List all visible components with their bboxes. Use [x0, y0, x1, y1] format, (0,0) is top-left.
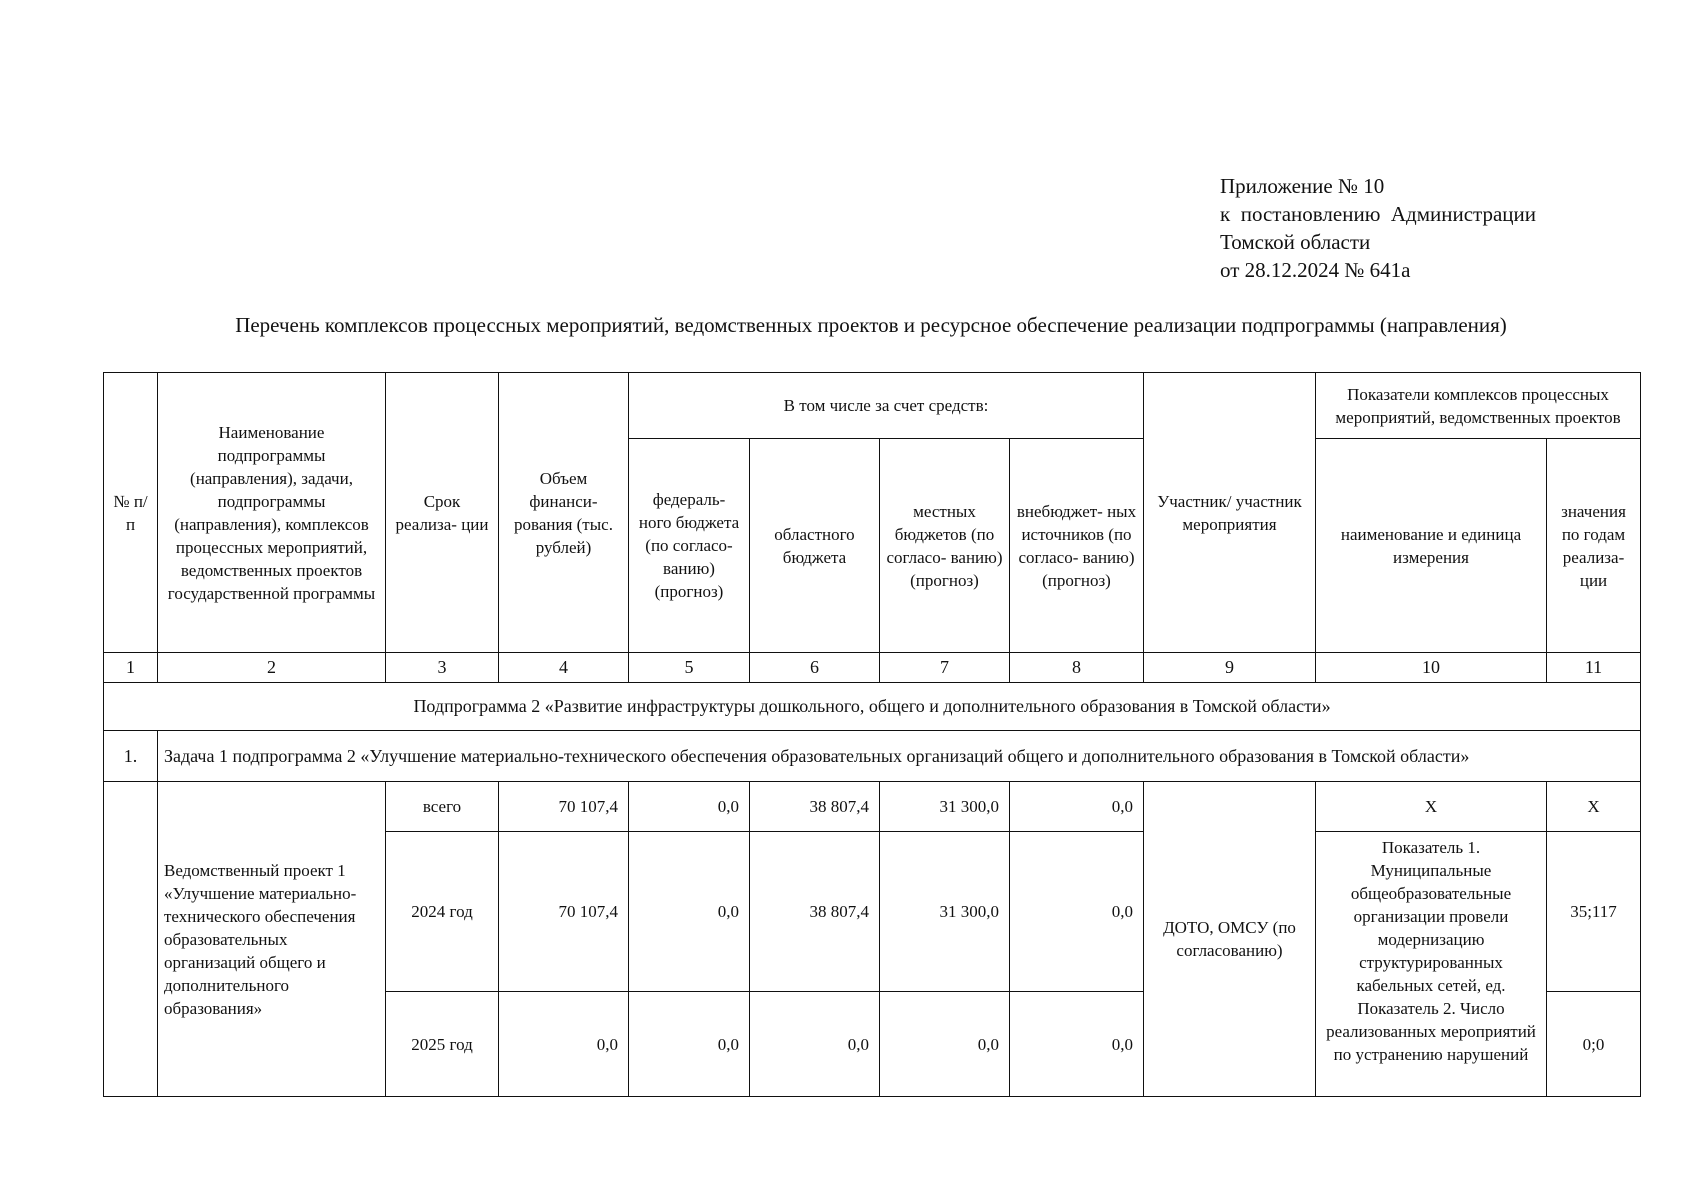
term-cell: 2024 год — [386, 832, 499, 992]
indicator-values-cell: Х — [1547, 782, 1641, 832]
volume-cell: 0,0 — [499, 992, 629, 1097]
column-number: 2 — [158, 653, 386, 683]
column-number: 5 — [629, 653, 750, 683]
header-regional: областного бюджета — [750, 439, 880, 653]
indicator-values-cell: 35;117 — [1547, 832, 1641, 992]
header-name: Наименование подпрограммы (направления), задачи, подпрограммы (направления), комплексов процессных мероприятий, ведомственных проектов государственной программы — [158, 373, 386, 653]
column-number: 8 — [1010, 653, 1144, 683]
header-federal: федераль- ного бюджета (по согласо- ванию) (прогноз) — [629, 439, 750, 653]
regional-cell: 0,0 — [750, 992, 880, 1097]
appendix-line: к постановлению Администрации — [1220, 202, 1537, 226]
appendix-block — [1220, 172, 1536, 284]
term-cell: всего — [386, 782, 499, 832]
local-cell: 31 300,0 — [880, 832, 1010, 992]
header-extra: внебюджет- ных источников (по согласо- ванию) (прогноз) — [1010, 439, 1144, 653]
regional-cell: 38 807,4 — [750, 832, 880, 992]
appendix-line: Томской области — [1220, 230, 1371, 254]
header-term: Срок реализа- ции — [386, 373, 499, 653]
header-num: № п/п — [104, 373, 158, 653]
header-local: местных бюджетов (по согласо- ванию) (прогноз) — [880, 439, 1010, 653]
appendix-line: Приложение № 10 — [1220, 174, 1385, 198]
task-text: Задача 1 подпрограмма 2 «Улучшение материально-технического обеспечения образовательных организаций общего и дополнительного образования в Томской области» — [158, 731, 1641, 782]
extra-cell: 0,0 — [1010, 832, 1144, 992]
header-volume: Объем финанси- рования (тыс. рублей) — [499, 373, 629, 653]
column-number: 9 — [1144, 653, 1316, 683]
header-indicator-values: значения по годам реализа- ции — [1547, 439, 1641, 653]
indicator-values-cell: 0;0 — [1547, 992, 1641, 1097]
indicator-text: Показатель 1. Муниципальные общеобразовательные организации провели модернизацию структурированных кабельных сетей, ед. Показатель 2. Число реализованных мероприятий по устранению нарушений — [1316, 832, 1547, 1097]
federal-cell: 0,0 — [629, 782, 750, 832]
term-cell: 2025 год — [386, 992, 499, 1097]
header-indicators: Показатели комплексов процессных мероприятий, ведомственных проектов — [1316, 373, 1641, 439]
regional-cell: 38 807,4 — [750, 782, 880, 832]
header-including: В том числе за счет средств: — [629, 373, 1144, 439]
participant-cell: ДОТО, ОМСУ (по согласованию) — [1144, 782, 1316, 1097]
column-number: 11 — [1547, 653, 1641, 683]
project-name: Ведомственный проект 1 «Улучшение материально-технического обеспечения образовательных организаций общего и дополнительного образования» — [158, 782, 386, 1097]
resource-table — [103, 372, 1641, 1097]
column-number: 6 — [750, 653, 880, 683]
local-cell: 31 300,0 — [880, 782, 1010, 832]
extra-cell: 0,0 — [1010, 992, 1144, 1097]
subprogram-row: Подпрограмма 2 «Развитие инфраструктуры дошкольного, общего и дополнительного образования в Томской области» — [104, 683, 1641, 731]
volume-cell: 70 107,4 — [499, 782, 629, 832]
header-indicator-name: наименование и единица измерения — [1316, 439, 1547, 653]
column-number: 3 — [386, 653, 499, 683]
empty-num-cell — [104, 782, 158, 1097]
federal-cell: 0,0 — [629, 992, 750, 1097]
column-number: 10 — [1316, 653, 1547, 683]
indicator-name-cell: Х — [1316, 782, 1547, 832]
task-num: 1. — [104, 731, 158, 782]
column-number: 7 — [880, 653, 1010, 683]
volume-cell: 70 107,4 — [499, 832, 629, 992]
local-cell: 0,0 — [880, 992, 1010, 1097]
document-title: Перечень комплексов процессных мероприятий, ведомственных проектов и ресурсное обеспечение реализации подпрограммы (направления) — [235, 313, 1507, 337]
federal-cell: 0,0 — [629, 832, 750, 992]
column-number: 4 — [499, 653, 629, 683]
column-number: 1 — [104, 653, 158, 683]
header-participant: Участник/ участник мероприятия — [1144, 373, 1316, 653]
extra-cell: 0,0 — [1010, 782, 1144, 832]
appendix-line: от 28.12.2024 № 641а — [1220, 258, 1411, 282]
